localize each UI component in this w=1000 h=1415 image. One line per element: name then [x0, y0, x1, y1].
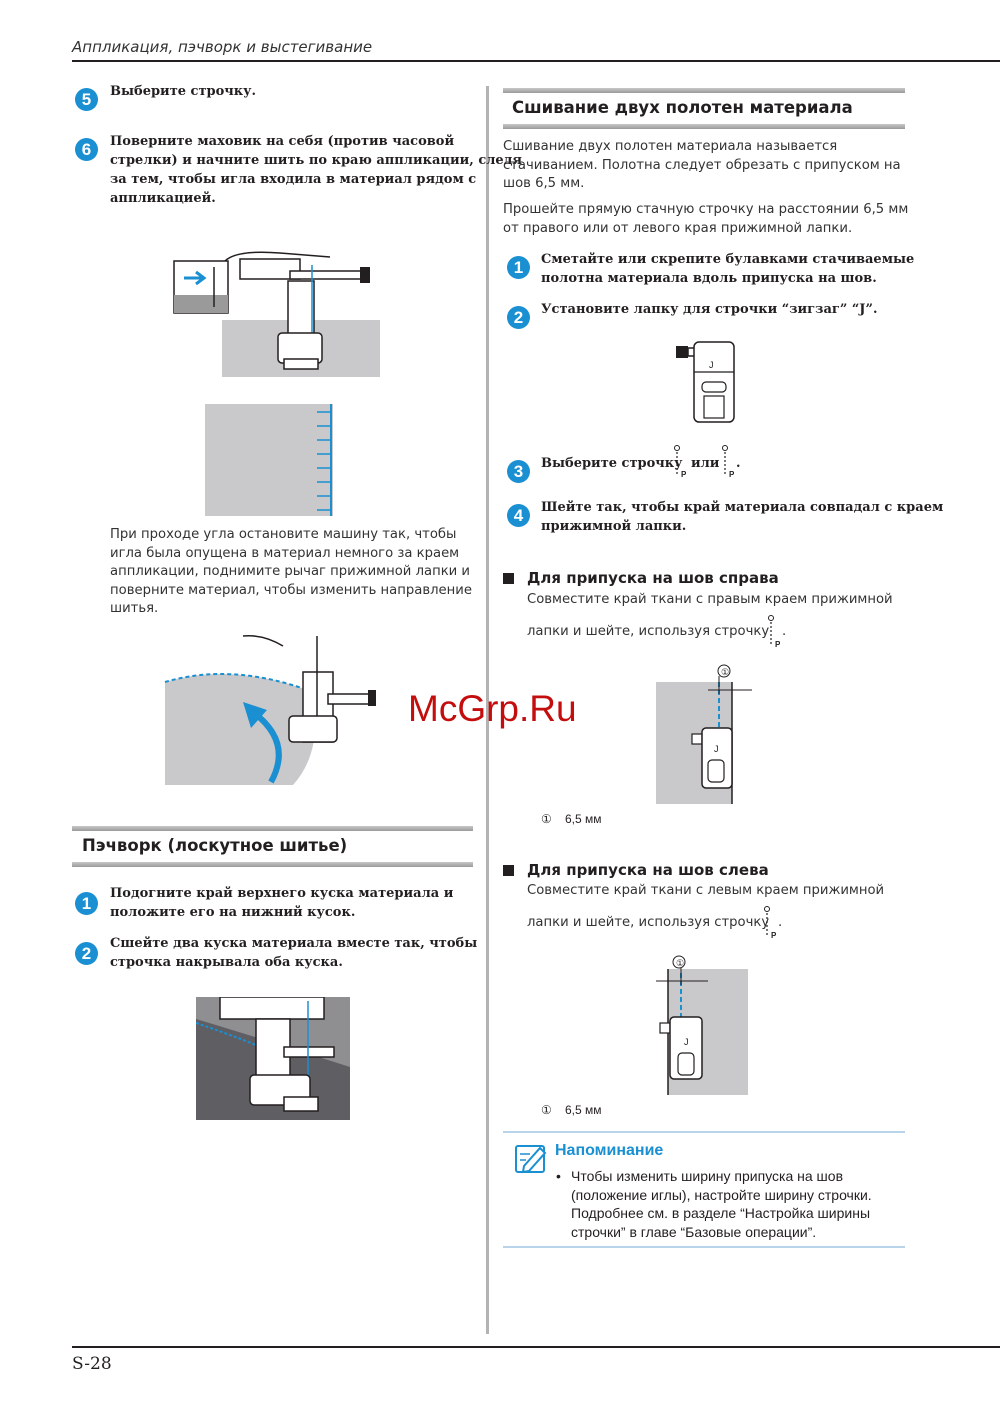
- zigzag-foot-j-illustration: [674, 340, 764, 424]
- joining-step-2-text: Установите лапку для строчки “зигзаг” “J”.: [541, 302, 878, 317]
- right-seam-line1: Совместите край ткани с правым краем прижимной: [527, 592, 893, 607]
- right-seam-stitch-p-icon: [766, 614, 780, 648]
- right-seam-caption: 6,5 мм: [565, 812, 602, 826]
- svg-text:①: ①: [721, 667, 730, 677]
- joining-step-badge-3: 3: [507, 460, 530, 483]
- right-seam-bullet: [503, 573, 514, 584]
- svg-text:P: P: [729, 470, 734, 478]
- satin-edge-illustration: [205, 404, 335, 516]
- patchwork-title: Пэчворк (лоскутное шитье): [82, 836, 348, 855]
- left-seam-line2: лапки и шейте, используя строчку: [527, 915, 770, 930]
- right-seam-caption-num: ①: [541, 812, 552, 826]
- patchwork-sewing-illustration: [196, 997, 350, 1120]
- joining-step-4-text: Шейте так, чтобы край материала совпадал с краем прижимной лапки.: [541, 500, 944, 534]
- foot-letter: J: [709, 360, 714, 370]
- note-title: Напоминание: [555, 1142, 664, 1159]
- applique-sewing-illustration: [170, 245, 380, 377]
- page-number: S-28: [72, 1354, 112, 1374]
- joining-step-badge-2: 2: [507, 306, 530, 329]
- running-header: Аппликация, пэчворк и выстегивание: [72, 38, 373, 56]
- left-seam-caption: 6,5 мм: [565, 1103, 602, 1117]
- svg-text:P: P: [681, 470, 686, 478]
- svg-text:①: ①: [676, 958, 685, 968]
- joining-intro-2: Прошейте прямую стачную строчку на расстоянии 6,5 мм от правого или от левого края прижимной лапки.: [503, 202, 909, 236]
- joining-step-1-text: Сметайте или скрепите булавками стачиваемые полотна материала вдоль припуска на шов.: [541, 252, 915, 286]
- joining-step-3-or: или: [691, 456, 720, 471]
- memo-pencil-icon: [514, 1142, 550, 1176]
- joining-step-3-end: .: [736, 456, 741, 471]
- right-seam-diagram: [656, 662, 756, 804]
- left-seam-title: Для припуска на шов слева: [527, 861, 769, 879]
- svg-text:J: J: [684, 1037, 689, 1047]
- left-seam-caption-num: ①: [541, 1103, 552, 1117]
- patchwork-step-1-text: Подогните край верхнего куска материала и положите его на нижний кусок.: [110, 886, 454, 920]
- joining-step-3-text: Выберите строчку: [541, 456, 683, 471]
- note-text: Чтобы изменить ширину припуска на шов (положение иглы), настройте ширину строчки. Подробнее см. в разделе “Настройка ширины строчки” в главе “Базовые операции”.: [571, 1168, 872, 1240]
- step-badge-5: 5: [75, 88, 98, 111]
- straight-stitch-p-icon: [672, 444, 686, 478]
- left-seam-stitch-p-icon: [762, 905, 776, 939]
- patchwork-step-badge-2: 2: [75, 942, 98, 965]
- joining-title-bar-top: [503, 88, 905, 93]
- step-badge-6: 6: [75, 138, 98, 161]
- right-seam-line2-end: .: [782, 624, 787, 639]
- joining-intro: Сшивание двух полотен материала называется стачиванием. Полотна следует обрезать с припуском на шов 6,5 мм.: [503, 139, 901, 191]
- left-seam-bullet: [503, 865, 514, 876]
- corner-turn-illustration: [163, 632, 383, 787]
- joining-title-bar-bottom: [503, 124, 905, 129]
- left-seam-diagram: [652, 953, 752, 1095]
- svg-text:P: P: [775, 640, 780, 648]
- patchwork-step-2-text: Сшейте два куска материала вместе так, чтобы строчка накрывала оба куска.: [110, 936, 478, 970]
- patchwork-step-badge-1: 1: [75, 892, 98, 915]
- svg-text:J: J: [714, 744, 719, 754]
- joining-step-badge-1: 1: [507, 256, 530, 279]
- footer-rule: [72, 1346, 1000, 1348]
- watermark: McGrp.Ru: [408, 688, 577, 729]
- header-rule: [72, 60, 1000, 62]
- note-rule-top: [503, 1131, 905, 1133]
- svg-text:P: P: [771, 931, 776, 939]
- straight-stitch-p-alt-icon: [720, 444, 734, 478]
- step-6-text: Поверните маховик на себя (против часовой стрелки) и начните шить по краю аппликации, следя за тем, чтобы игла входила в материал рядом с аппликацией.: [110, 134, 522, 206]
- right-seam-line2: лапки и шейте, используя строчку: [527, 624, 770, 639]
- joining-step-badge-4: 4: [507, 504, 530, 527]
- joining-title: Сшивание двух полотен материала: [512, 98, 853, 117]
- patchwork-title-bar-top: [72, 826, 473, 831]
- note-bullet: •: [556, 1168, 561, 1184]
- patchwork-title-bar-bottom: [72, 862, 473, 867]
- right-seam-title: Для припуска на шов справа: [527, 569, 779, 587]
- step-5-text: Выберите строчку.: [110, 84, 257, 99]
- note-rule-bottom: [503, 1246, 905, 1248]
- corner-paragraph: При проходе угла остановите машину так, чтобы игла была опущена в материал немного за краем аппликации, поднимите рычаг прижимной лапки и поверните материал, чтобы изменить направление шитья.: [110, 527, 472, 616]
- left-seam-line1: Совместите край ткани с левым краем прижимной: [527, 883, 885, 898]
- left-seam-line2-end: .: [778, 915, 783, 930]
